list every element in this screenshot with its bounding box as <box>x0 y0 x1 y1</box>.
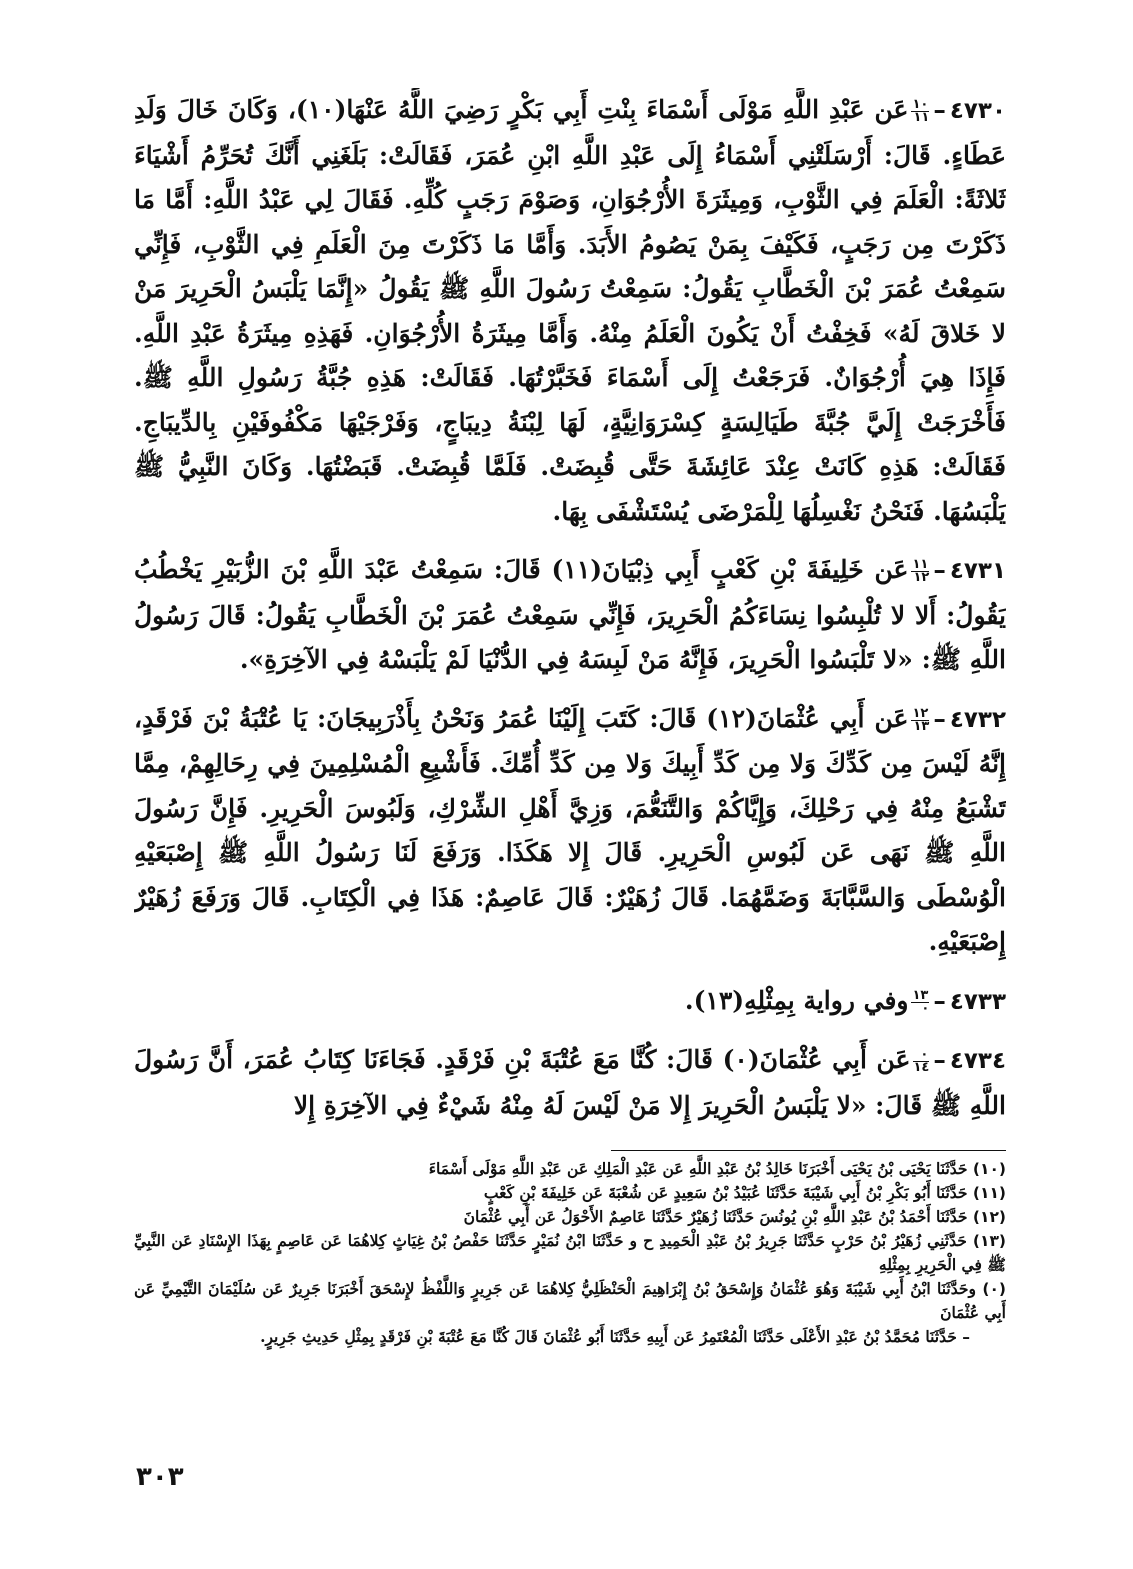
hadith-paragraph <box>134 548 1006 683</box>
footnote-text: حَدَّثَنَا أَحْمَدُ بْنُ عَبْدِ اللَّهِ بْنِ يُونُسَ حَدَّثَنَا زُهَيْرٌ حَدَّثَنَا عَاصِمٌ الأَحْوَلُ عَن أَبِي عُثْمَانَ <box>463 1207 968 1226</box>
hadith-reference-fraction <box>911 99 929 124</box>
footnote <box>134 1229 1006 1277</box>
hadith-reference-fraction <box>911 559 929 584</box>
hadith-paragraph <box>134 1038 1006 1128</box>
hadith-number: ٤٧٣٤ <box>949 1048 1006 1074</box>
fraction-top: ١١ <box>912 557 929 572</box>
footnote-mark: (٠) <box>975 1280 1006 1298</box>
footnote-mark: (١٢) <box>967 1208 1006 1226</box>
hadith-text: وفي رواية بِمِثْلِهِ(١٣). <box>684 985 909 1015</box>
hadith-dash: – <box>933 985 946 1015</box>
page-content <box>134 88 1006 1528</box>
hadith-paragraph <box>134 88 1006 534</box>
hadith-reference-fraction <box>911 987 930 1016</box>
hadith-dash: – <box>933 1045 946 1074</box>
footnote <box>134 1277 1006 1325</box>
footnote-text: حَدَّثَنَا مُحَمَّدُ بْنُ عَبْدِ الأَعْلَى حَدَّثَنَا الْمُعْتَمِرُ عَن أَبِيهِ حَدَّثَنَا أَبُو عُثْمَانَ قَالَ كُنَّا مَعَ عُتْبَةَ بْنِ فَرْقَدٍ بِمِثْلِ حَدِيثِ جَرِيرٍ. <box>260 1327 957 1346</box>
fraction-top: ٠ <box>913 1049 929 1062</box>
footnote-mark: (١٠) <box>967 1160 1006 1178</box>
fraction-top: ١٠ <box>912 97 929 112</box>
fraction-bottom: ١٤ <box>913 1060 930 1075</box>
hadith-dash: – <box>933 703 946 733</box>
hadith-paragraph <box>134 697 1006 965</box>
hadith-number: ٤٧٣٢ <box>949 706 1006 733</box>
hadith-reference-fraction <box>913 1049 929 1074</box>
hadith-text: عَن خَلِيفَةَ بْنِ كَعْبٍ أَبِي ذِبْيَانَ(١١) قَالَ: سَمِعْتُ عَبْدَ اللَّهِ بْنَ الزُّبَيْرِ يَخْطُبُ يَقُولُ: أَلا لا تُلْبِسُوا نِسَاءَكُمُ الْحَرِيرَ، فَإِنِّي سَمِعْتُ عُمَرَ بْنَ الْخَطَّابِ يَقُولُ: قَالَ رَسُولُ اللَّهِ ﷺ: «لا تَلْبَسُوا الْحَرِيرَ، فَإِنَّهُ مَنْ لَبِسَهُ فِي الدُّنْيَا لَمْ يَلْبَسْهُ فِي الآخِرَةِ». <box>134 555 1006 674</box>
footnote <box>134 1157 1006 1181</box>
fraction-bottom: ١٣ <box>913 718 930 734</box>
fraction-bottom: ١٢ <box>913 570 930 585</box>
fraction-bottom: ٠ <box>921 1000 930 1016</box>
footnotes-divider <box>611 1150 1006 1151</box>
hadith-dash: – <box>933 555 946 584</box>
footnote-list <box>134 1157 1006 1349</box>
footnote-text: حَدَّثَنَا أَبُو بَكْرِ بْنُ أَبِي شَيْبَةَ حَدَّثَنَا عُبَيْدُ بْنُ سَعِيدٍ عَن شُعْبَةَ عَن خَلِيفَةَ بْنِ كَعْبٍ <box>483 1183 968 1202</box>
footnote-mark: (١١) <box>967 1184 1006 1202</box>
hadith-text: عَن أَبِي عُثْمَانَ(١٢) قَالَ: كَتَبَ إِلَيْنَا عُمَرُ وَنَحْنُ بِأَذْرَبِيجَانَ: يَا عُتْبَةُ بْنَ فَرْقَدٍ، إِنَّهُ لَيْسَ مِن كَدِّكَ وَلا مِن كَدِّ أَبِيكَ وَلا مِن كَدِّ أُمِّكَ. فَأَشْبِعِ الْمُسْلِمِينَ فِي رِحَالِهِمْ، مِمَّا تَشْبَعُ مِنْهُ فِي رَحْلِكَ، وَإِيَّاكُمْ وَالتَّنَعُّمَ، وَزِيَّ أَهْلِ الشِّرْكِ، وَلَبُوسَ الْحَرِيرِ. فَإِنَّ رَسُولَ اللَّهِ ﷺ نَهَى عَن لَبُوسِ الْحَرِيرِ. قَالَ إِلا هَكَذَا. وَرَفَعَ لَنَا رَسُولُ اللَّهِ ﷺ إِصْبَعَيْهِ الْوُسْطَى وَالسَّبَّابَةَ وَضَمَّهُمَا. قَالَ زُهَيْرٌ: قَالَ عَاصِمٌ: هَذَا فِي الْكِتَابِ. قَالَ وَرَفَعَ زُهَيْرٌ إِصْبَعَيْهِ. <box>134 703 1006 956</box>
fraction-top: ١٢ <box>912 705 929 721</box>
fraction-top: ١٣ <box>912 987 929 1003</box>
hadith-number: ٤٧٣٠ <box>949 98 1006 124</box>
hadith-reference-fraction <box>911 705 930 734</box>
hadith-text: عَن عَبْدِ اللَّهِ مَوْلَى أَسْمَاءَ بِنْتِ أَبِي بَكْرٍ رَضِيَ اللَّهُ عَنْهَا(١٠)، وَكَانَ خَالَ وَلَدِ عَطَاءٍ. قَالَ: أَرْسَلَتْنِي أَسْمَاءُ إِلَى عَبْدِ اللَّهِ ابْنِ عُمَرَ، فَقَالَتْ: بَلَغَنِي أَنَّكَ تُحَرِّمُ أَشْيَاءَ ثَلاثَةً: الْعَلَمَ فِي الثَّوْبِ، وَمِيثَرَةَ الأُرْجُوَانِ، وَصَوْمَ رَجَبٍ كُلِّهِ. فَقَالَ لِي عَبْدُ اللَّهِ: أَمَّا مَا ذَكَرْتَ مِن رَجَبٍ، فَكَيْفَ بِمَنْ يَصُومُ الأَبَدَ. وَأَمَّا مَا ذَكَرْتَ مِنَ الْعَلَمِ فِي الثَّوْبِ، فَإِنِّي سَمِعْتُ عُمَرَ بْنَ الْخَطَّابِ يَقُولُ: سَمِعْتُ رَسُولَ اللَّهِ ﷺ يَقُولُ «إِنَّمَا يَلْبَسُ الْحَرِيرَ مَنْ لا خَلاقَ لَهُ» فَخِفْتُ أَنْ يَكُونَ الْعَلَمُ مِنْهُ. وَأَمَّا مِيثَرَةُ الأُرْجُوَانِ. فَهَذِهِ مِيثَرَةُ عَبْدِ اللَّهِ. فَإِذَا هِيَ أُرْجُوَانٌ. فَرَجَعْتُ إِلَى أَسْمَاءَ فَخَبَّرْتُهَا. فَقَالَتْ: هَذِهِ جُبَّةُ رَسُولِ اللَّهِ ﷺ. فَأَخْرَجَتْ إِلَيَّ جُبَّةَ طَيَالِسَةٍ كِسْرَوَانِيَّةٍ، لَهَا لِبْنَةُ دِيبَاجٍ، وَفَرْجَيْهَا مَكْفُوفَيْنِ بِالدِّيبَاجِ. فَقَالَتْ: هَذِهِ كَانَتْ عِنْدَ عَائِشَةَ حَتَّى قُبِضَتْ. فَلَمَّا قُبِضَتْ. قَبَضْتُهَا. وَكَانَ النَّبِيُّ ﷺ يَلْبَسُهَا. فَنَحْنُ نَغْسِلُهَا لِلْمَرْضَى يُسْتَشْفَى بِهَا. <box>134 95 1006 526</box>
footnote <box>134 1181 1006 1205</box>
footnote <box>134 1325 1006 1349</box>
footnote-text: حَدَّثَنِي زُهَيْرُ بْنُ حَرْبٍ حَدَّثَنَا جَرِيرُ بْنُ عَبْدِ الْحَمِيدِ ح و حَدَّثَنَا ابْنُ نُمَيْرٍ حَدَّثَنَا حَفْصُ بْنُ غِيَاثٍ كِلاهُمَا عَن عَاصِمٍ بِهَذَا الإِسْنَادِ عَن النَّبِيِّ ﷺ فِي الْحَرِيرِ بِمِثْلِهِ <box>134 1231 1006 1274</box>
footnote-mark: – <box>956 1328 970 1346</box>
hadith-list <box>134 88 1006 1128</box>
fraction-bottom: ١١ <box>913 110 930 125</box>
page-number: ٣٠٣ <box>136 1462 184 1492</box>
hadith-number: ٤٧٣٣ <box>949 988 1006 1015</box>
hadith-number: ٤٧٣١ <box>949 558 1006 584</box>
footnote-mark: (١٣) <box>966 1232 1006 1250</box>
hadith-dash: – <box>933 95 946 124</box>
footnote <box>134 1205 1006 1229</box>
footnote-text: وحَدَّثَنَا ابْنُ أَبِي شَيْبَةَ وَهُوَ عُثْمَانُ وَإِسْحَقُ بْنُ إِبْرَاهِيمَ الْحَنْظَلِيُّ كِلاهُمَا عَن جَرِيرٍ وَاللَّفْظُ لإِسْحَقَ أَخْبَرَنَا جَرِيرٌ عَن سُلَيْمَانَ التَّيْمِيِّ عَن أَبِي عُثْمَانَ <box>134 1279 1006 1322</box>
footnote-text: حَدَّثَنَا يَحْيَى بْنُ يَحْيَى أَخْبَرَنَا خَالِدُ بْنُ عَبْدِ اللَّهِ عَن عَبْدِ الْمَلِكِ عَن عَبْدِ اللَّهِ مَوْلَى أَسْمَاءَ <box>428 1159 968 1178</box>
hadith-paragraph <box>134 979 1006 1025</box>
hadith-text: عَن أَبِي عُثْمَانَ(٠) قَالَ: كُنَّا مَعَ عُتْبَةَ بْنِ فَرْقَدٍ. فَجَاءَنَا كِتَابُ عُمَرَ، أَنَّ رَسُولَ اللَّهِ ﷺ قَالَ: «لا يَلْبَسُ الْحَرِيرَ إِلا مَنْ لَيْسَ لَهُ مِنْهُ شَيْءٌ فِي الآخِرَةِ إِلا <box>134 1045 1006 1120</box>
